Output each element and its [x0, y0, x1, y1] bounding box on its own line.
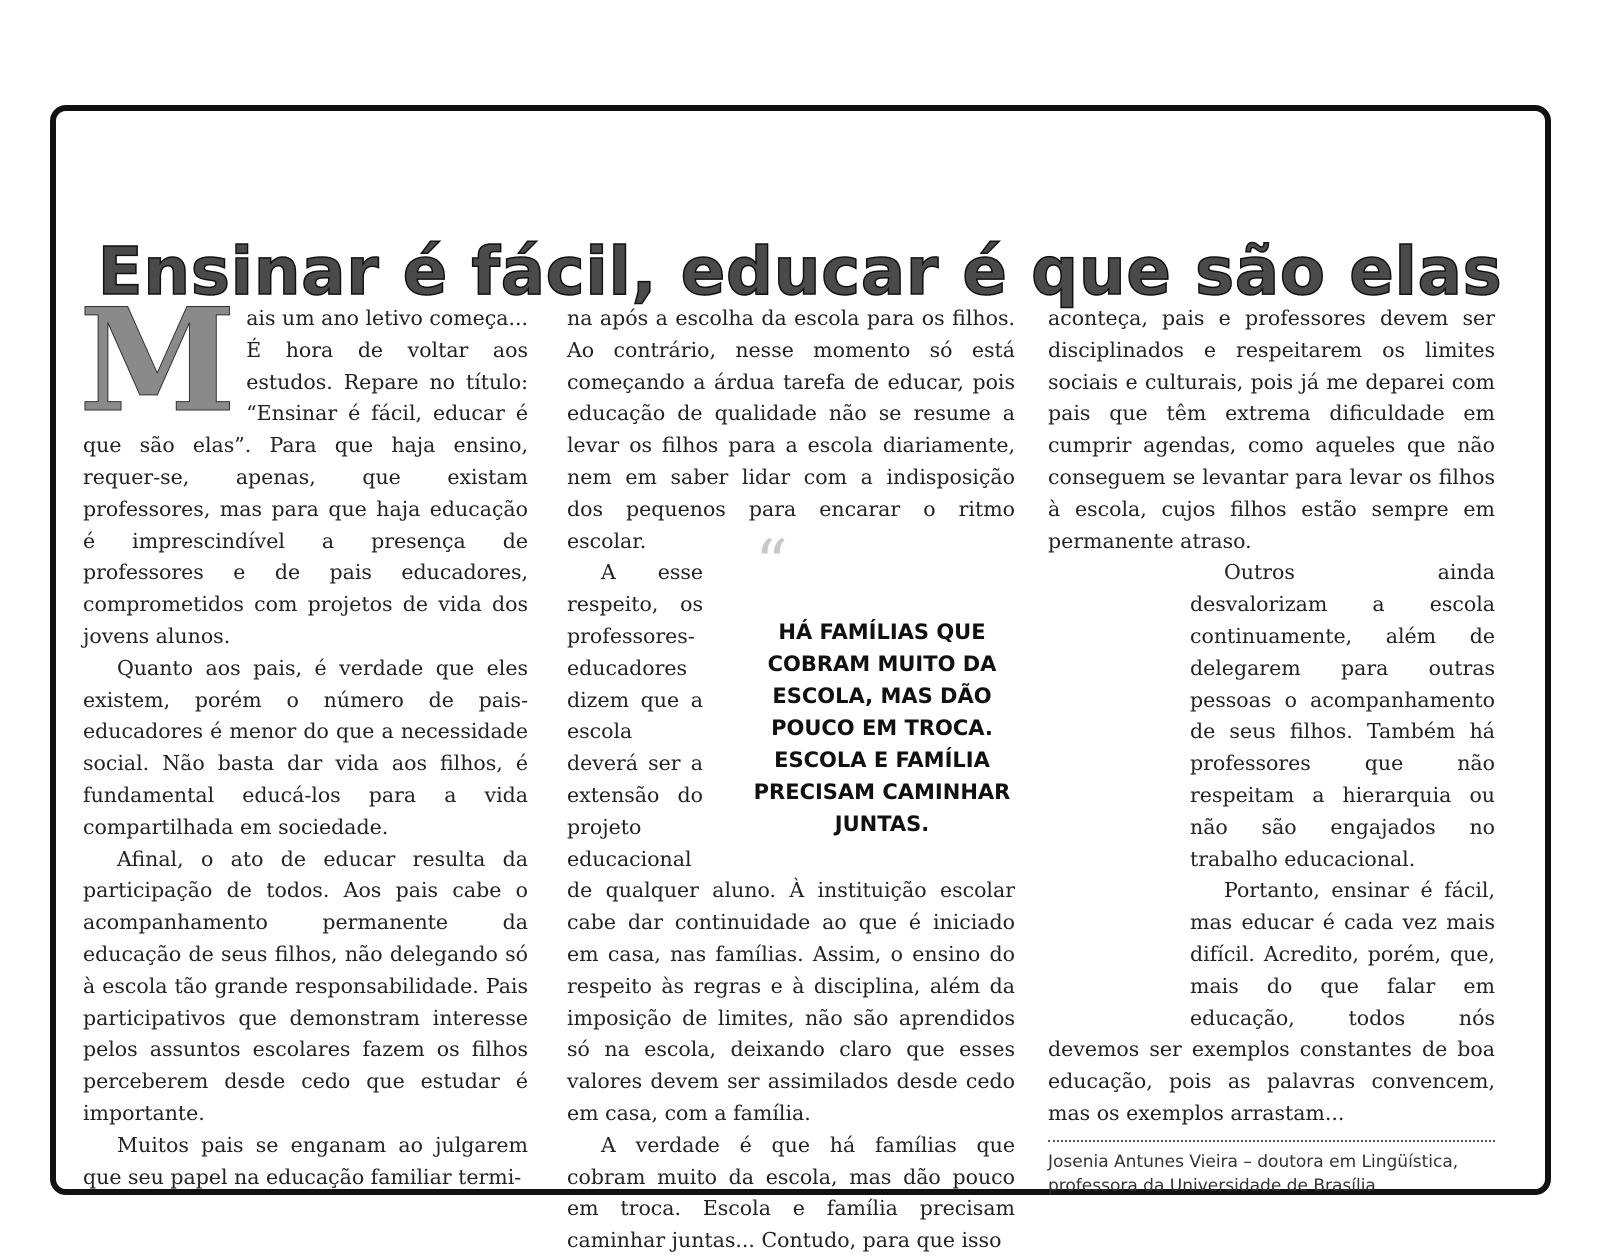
paragraph: aconteça, pais e professores devem ser disciplinados e respeitarem os limites sociais e culturais, pois já me deparei com pais que têm extrema dificuldade em cumprir agendas, como aqueles que não conseguem se levantar para levar os filhos à escola, cujos filhos estão sempre em permanente atraso. [1048, 306, 1495, 553]
pull-quote-text: HÁ FAMÍLIAS QUE COBRAM MUITO DA ESCOLA, MAS DÃO POUCO EM TROCA. ESCOLA E FAMÍLIA PRECISAM CAMINHAR JUNTAS. [753, 620, 1011, 837]
paragraph: Outros ainda desvalorizam a escola continuamente, além de delegarem para outras pessoas o acompanhamento de seus filhos. Também há professores que não respeitam a hierarquia ou não são engajados no trabalho educacional. [1190, 560, 1495, 871]
paragraph: ais um ano letivo começa... É hora de voltar aos estudos. Repare no título: “Ensinar é fácil, educar é que são elas”. Para que haja ensino, requer-se, apenas, que existam professores, mas para que haja educação é imprescindível a presença de professores e de pais educadores, comprometidos com projetos de vida dos jovens alunos. [83, 306, 529, 648]
article-title: Ensinar é fácil, educar é que são elas [97, 233, 1503, 311]
quote-mark-icon: “ [755, 527, 788, 602]
signature-divider [1048, 1140, 1495, 1142]
article-column-1 [79, 278, 529, 1193]
drop-cap: M [79, 278, 237, 444]
paragraph: A verdade é que há famílias que cobram muito da escola, mas dão pouco em troca. Escola e família precisam caminhar juntas... Contudo, para que isso [567, 1132, 1015, 1253]
paragraph: Muitos pais se enganam ao julgarem que seu papel na educação familiar termi- [83, 1132, 528, 1189]
paragraph: na após a escolha da escola para os filhos. Ao contrário, nesse momento só está começando a árdua tarefa de educar, pois educação de qualidade não se resume a levar os filhos para a escola diariamente, nem em saber lidar com a indisposição dos pequenos para encarar o ritmo escolar. [567, 306, 1015, 553]
paragraph: Quanto aos pais, é verdade que eles existem, porém o número de pais-educadores é menor do que a necessidade social. Não basta dar vida aos filhos, é fundamental educá-los para a vida compartilhada em sociedade. [83, 655, 528, 839]
pull-quote [717, 527, 1017, 863]
paragraph: A esse respeito, os professores-educadores dizem que a escola deverá ser a extensão do projeto educacional de qualquer aluno. À instituição escolar cabe dar continuidade ao que é iniciado em casa, nas famílias. Assim, o ensino do respeito às regras e à disciplina, além da imposição de limites, não são aprendidos só na escola, deixando claro que esses valores devem ser assimilados desde cedo em casa, com a família. [567, 560, 1015, 1125]
paragraph: Afinal, o ato de educar resulta da participação de todos. Aos pais cabe o acompanhamento permanente da educação de seus filhos, não delegando só à escola tão grande responsabilidade. Pais participativos que demonstram interesse pelos assuntos escolares fazem os filhos perceberem desde cedo que estudar é importante. [83, 846, 528, 1125]
pull-quote-wrap-space [1048, 557, 1190, 1027]
article-column-3 [1048, 303, 1495, 1198]
article-column-2 [567, 303, 1015, 1257]
paragraph: Portanto, ensinar é fácil, mas educar é cada vez mais difícil. Acredito, porém, que, mais do que falar em educação, todos nós devemos ser exemplos constantes de boa educação, pois as palavras convencem, mas os exemplos arrastam... [1048, 878, 1495, 1125]
author-signature: Josenia Antunes Vieira – doutora em Lingüística, professora da Universidade de Brasília [1048, 1151, 1459, 1196]
